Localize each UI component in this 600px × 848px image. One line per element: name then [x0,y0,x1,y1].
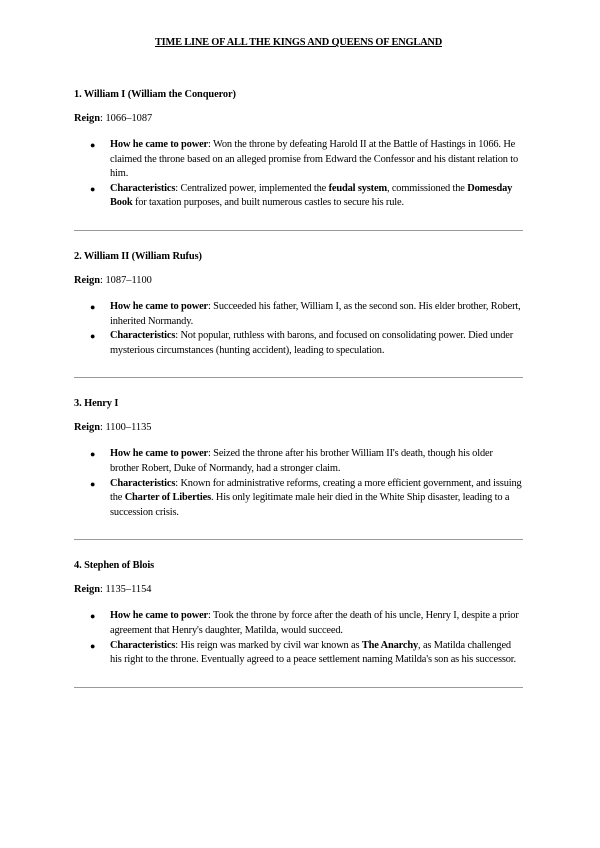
characteristics-label: Characteristics [110,639,176,651]
entry-stephen-of-blois [74,560,523,667]
characteristics-bold-term: Charter of Liberties [124,492,211,504]
characteristics-text: for taxation purposes, and built numerous castles to secure his rule. [132,197,404,209]
reign-line: Reign: 1066–1087 [74,113,153,124]
bullet-icon: ● [90,478,96,489]
list-item [74,447,523,476]
reign-label: Reign [74,584,100,596]
bullet-icon: ● [90,640,96,651]
page-title: TIME LINE OF ALL THE KINGS AND QUEENS OF ENGLAND [154,37,443,48]
list-item [74,639,523,668]
entry-bullets [74,447,523,520]
list-item [74,182,523,211]
characteristics-text: : Known for administrative reforms, creating a more efficient government, and issuing the [110,477,522,504]
section-divider [74,230,523,231]
reign-years: 1135–1154 [105,584,152,596]
characteristics-text: : His reign was marked by civil war known as [175,639,362,651]
characteristics-bold-term: Domesday Book [110,182,513,209]
list-item [74,300,523,329]
list-item [74,329,523,358]
section-divider [74,539,523,540]
characteristics-label: Characteristics [110,477,176,489]
bullet-icon: ● [90,183,96,194]
reign-years: 1100–1135 [105,422,152,434]
power-text: : Seized the throne after his brother William II's death, though his older brother Robert, Duke of Normandy, had a stronger claim. [110,448,493,474]
reign-years: 1066–1087 [105,113,153,124]
reign-line: Reign: 1087–1100 [74,274,152,286]
characteristics-text: : Not popular, ruthless with barons, and focused on consolidating power. Died under mysterious circumstances (hunting accident), leading to speculation. [110,330,514,356]
power-label: How he came to power [110,448,208,460]
reign-line: Reign: 1100–1135 [74,422,152,434]
characteristics-text: . His only legitimate male heir died in the White Ship disaster, leading to a succession crisis. [110,492,510,518]
power-text: : Succeeded his father, William I, as the second son. His elder brother, Robert, inherited Normandy. [110,300,521,327]
characteristics-text: , as Matilda challenged his right to the throne. Eventually agreed to a peace settlement naming Matilda's son as his successor. [110,639,516,666]
list-item [74,609,523,638]
characteristics-text: : Centralized power, implemented the [175,182,329,194]
list-item [74,138,523,182]
power-text: : Took the throne by force after the death of his uncle, Henry I, despite a prior agreement that Henry's daughter, Matilda, would succeed. [110,610,519,636]
reign-label: Reign [74,422,100,434]
power-label: How he came to power [110,610,208,622]
entry-bullets [74,609,523,667]
section-divider [74,377,523,378]
bullet-icon: ● [90,331,96,342]
entry-william-ii [74,251,523,358]
characteristics-text: , commissioned the [386,182,468,194]
reign-line: Reign: 1135–1154 [74,584,152,596]
bullet-icon: ● [90,301,96,312]
bullet-icon: ● [90,140,96,150]
characteristics-bold-term: The Anarchy [361,639,419,651]
power-label: How he came to power [110,139,208,150]
entry-heading: 1. William I (William the Conqueror) [74,89,236,100]
power-text: : Won the throne by defeating Harold II at the Battle of Hastings in 1066. He claimed the throne based on an alleged promise from Edward the Confessor and his distant relation to him. [110,139,519,180]
reign-label: Reign [74,113,100,124]
list-item [74,477,523,521]
entry-bullets [74,138,523,211]
entry-bullets [74,300,523,358]
power-label: How he came to power [110,300,208,312]
characteristics-label: Characteristics [110,182,176,194]
entry-william-i [74,89,523,211]
reign-years: 1087–1100 [105,274,152,286]
entry-henry-i [74,398,523,520]
entry-heading: 4. Stephen of Blois [74,560,155,572]
bullet-icon: ● [90,611,96,622]
entry-heading: 3. Henry I [74,398,119,410]
characteristics-bold-term: feudal system [328,182,387,194]
entry-heading: 2. William II (William Rufus) [74,250,202,262]
section-divider [74,687,523,688]
reign-label: Reign [74,274,100,286]
characteristics-label: Characteristics [110,330,176,342]
bullet-icon: ● [90,449,96,460]
